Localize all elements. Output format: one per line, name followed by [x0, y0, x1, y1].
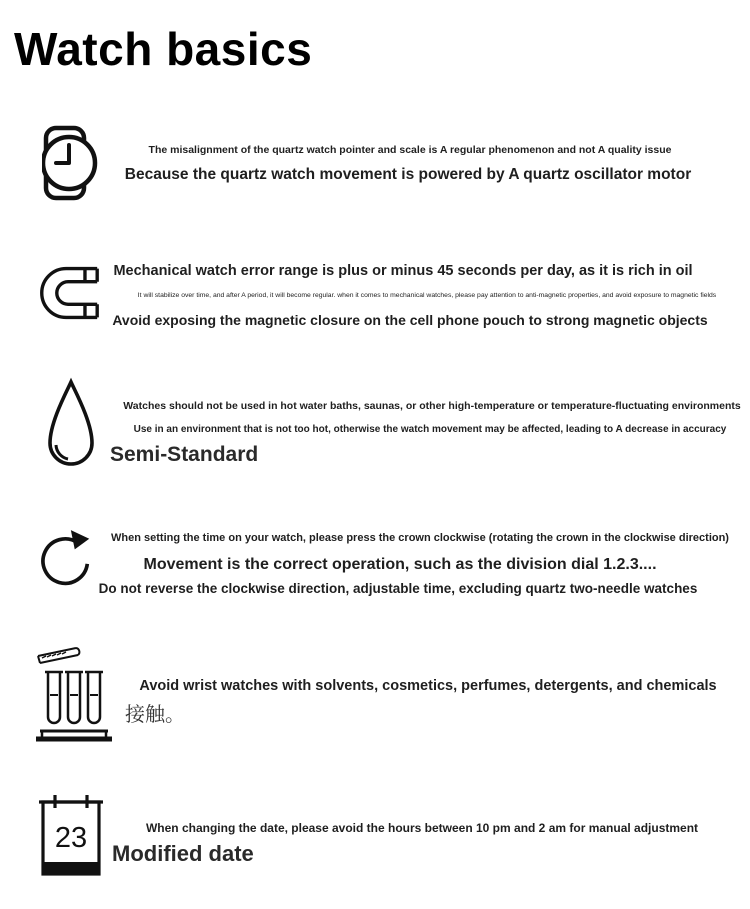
date-note-line: When changing the date, please avoid the hours between 10 pm and 2 am for manual adjustment [145, 821, 699, 835]
test-tubes-icon [32, 643, 116, 745]
quartz-note-line: The misalignment of the quartz watch pointer and scale is A regular phenomenon and not A quality issue [148, 144, 672, 156]
temperature-note-line-1: Watches should not be used in hot water baths, saunas, or other high-temperature or temperature-fluctuating environments [123, 400, 741, 412]
magnet-icon [38, 261, 100, 325]
crown-warning-line: Do not reverse the clockwise direction, adjustable time, excluding quartz two-needle watches [98, 581, 698, 596]
temperature-note-line-2: Use in an environment that is not too hot, otherwise the watch movement may be affected, leading to A decrease in accuracy [133, 424, 727, 435]
magnet-warning-line: Avoid exposing the magnetic closure on the cell phone pouch to strong magnetic objects [112, 312, 708, 328]
calendar-day-number: 23 [54, 822, 88, 854]
quartz-heading-line: Because the quartz watch movement is powered by A quartz oscillator motor [124, 166, 692, 183]
chemicals-heading-line: Avoid wrist watches with solvents, cosmetics, perfumes, detergents, and chemicals [139, 678, 717, 694]
temperature-heading: Semi-Standard [110, 443, 259, 466]
chemicals-cjk-line: 接触。 [125, 704, 185, 726]
clockwise-arrow-icon [38, 526, 96, 596]
water-drop-icon [42, 377, 100, 475]
page-title: Watch basics [14, 23, 313, 75]
date-heading: Modified date [112, 841, 254, 866]
crown-heading-line: Movement is the correct operation, such as the division dial 1.2.3.... [143, 556, 657, 573]
magnet-note-line: It will stabilize over time, and after A period, it will become regular. when it comes to mechanical watches, please pay attention to anti-magnetic properties, and avoid exposure to magnetic fields [137, 292, 717, 299]
wristwatch-icon [42, 116, 100, 210]
crown-note-line: When setting the time on your watch, please press the crown clockwise (rotating the crown in the clockwise direction) [111, 532, 729, 544]
magnet-heading-line: Mechanical watch error range is plus or minus 45 seconds per day, as it is rich in oil [113, 263, 693, 279]
calendar-icon [38, 793, 104, 885]
